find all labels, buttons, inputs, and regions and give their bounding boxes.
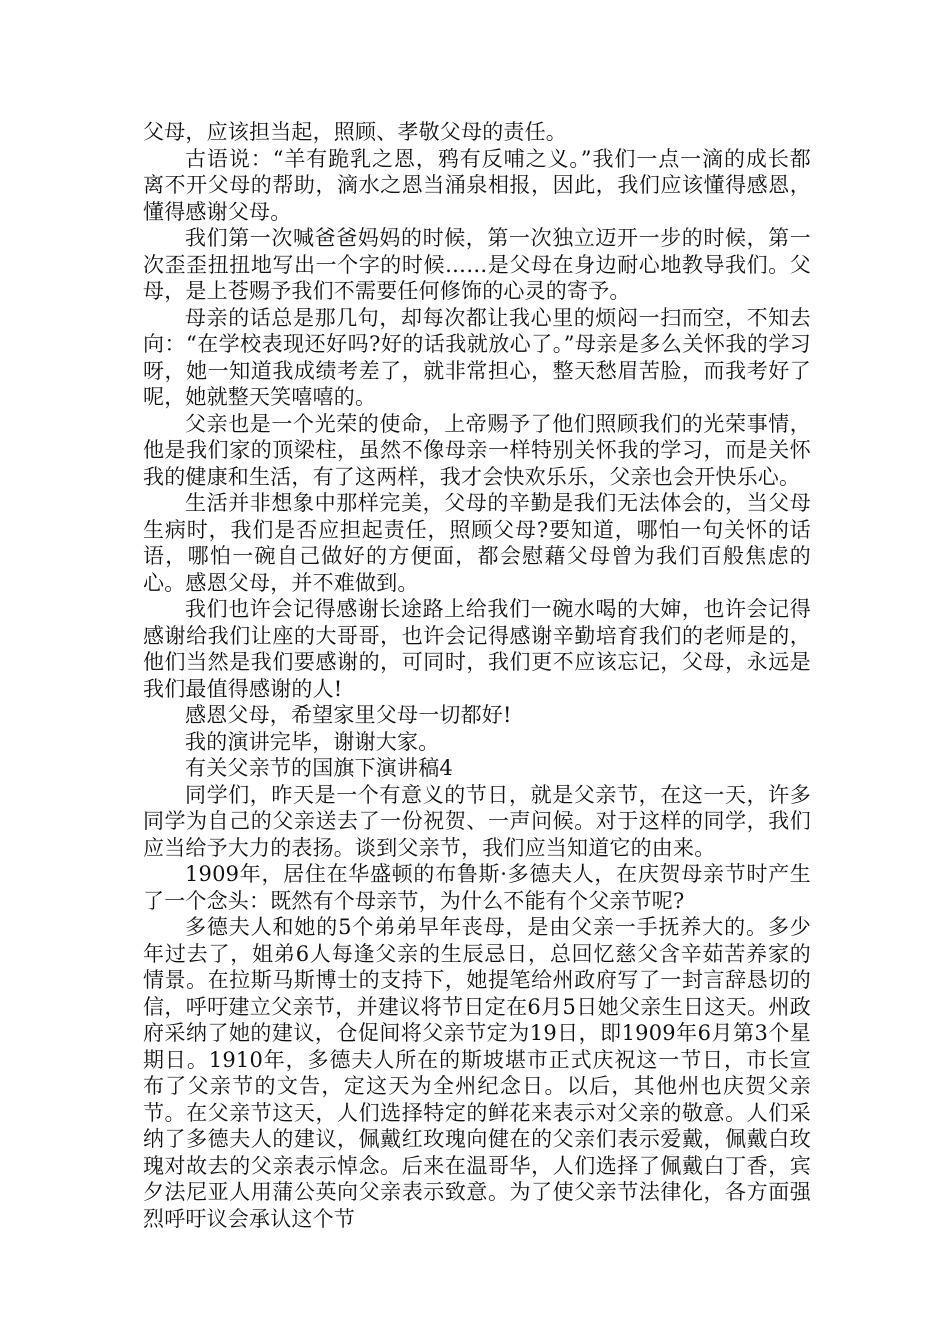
paragraph: 感恩父母，希望家里父母一切都好! xyxy=(185,703,512,727)
paragraph: 父母，应该担当起，照顾、孝敬父母的责任。 xyxy=(143,120,567,144)
document-body xyxy=(143,119,811,1232)
paragraph: 父亲也是一个光荣的使命，上帝赐予了他们照顾我们的光荣事情，他是我们家的顶梁柱，虽然不像母亲一样特别关怀我的学习，而是关怀我的健康和生活，有了这两样，我才会快欢乐乐，父亲也会开快乐心。 xyxy=(143,411,811,489)
paragraph: 母亲的话总是那几句，却每次都让我心里的烦闷一扫而空，不知去向：“在学校表现还好吗?好的话我就放心了。”母亲是多么关怀我的学习呀，她一知道我成绩考差了，就非常担心，整天愁眉苦脸，而我考好了呢，她就整天笑嘻嘻的。 xyxy=(143,305,811,409)
paragraph: 古语说：“羊有跪乳之恩，鸦有反哺之义。”我们一点一滴的成长都离不开父母的帮助，滴水之恩当涌泉相报，因此，我们应该懂得感恩，懂得感谢父母。 xyxy=(143,146,811,224)
paragraph: 我的演讲完毕，谢谢大家。 xyxy=(185,729,440,754)
paragraph: 1909年，居住在华盛顿的布鲁斯·多德夫人，在庆贺母亲节时产生了一个念头：既然有个母亲节，为什么不能有个父亲节呢? xyxy=(143,862,811,913)
paragraph: 我们也许会记得感谢长途路上给我们一碗水喝的大婶，也许会记得感谢给我们让座的大哥哥，也许会记得感谢辛勤培育我们的老师是的，他们当然是我们要感谢的，可同时，我们更不应该忘记，父母，永远是我们最值得感谢的人! xyxy=(143,597,811,701)
paragraph: 多德夫人和她的5个弟弟早年丧母，是由父亲一手抚养大的。多少年过去了，姐弟6人每逢父亲的生辰忌日，总回忆慈父含辛茹苦养家的情景。在拉斯马斯博士的支持下，她提笔给州政府写了一封言辞恳切的信，呼吁建立父亲节，并建议将节日定在6月5日她父亲生日这天。州政府采纳了她的建议，仓促间将父亲节定为19日，即1909年6月第3个星期日。1910年，多德夫人所在的斯坡堪市正式庆祝这一节日，市长宣布了父亲节的文告，定这天为全州纪念日。以后，其他州也庆贺父亲节。在父亲节这天，人们选择特定的鲜花来表示对父亲的敬意。人们采纳了多德夫人的建议，佩戴红玫瑰向健在的父亲们表示爱戴，佩戴白玫瑰对故去的父亲表示悼念。后来在温哥华，人们选择了佩戴白丁香，宾夕法尼亚人用蒲公英向父亲表示致意。为了使父亲节法律化，各方面强烈呼吁议会承认这个节 xyxy=(143,915,811,1231)
paragraph: 生活并非想象中那样完美，父母的辛勤是我们无法体会的，当父母生病时，我们是否应担起责任，照顾父母?要知道，哪怕一句关怀的话语，哪怕一碗自己做好的方便面，都会慰藉父母曾为我们百般焦虑的心。感恩父母，并不难做到。 xyxy=(143,491,811,595)
paragraph: 同学们，昨天是一个有意义的节日，就是父亲节，在这一天，许多同学为自己的父亲送去了一份祝贺、一声问候。对于这样的同学，我们应当给予大力的表扬。谈到父亲节，我们应当知道它的由来。 xyxy=(143,782,811,860)
paragraph: 我们第一次喊爸爸妈妈的时候，第一次独立迈开一步的时候，第一次歪歪扭扭地写出一个字的时候……是父母在身边耐心地教导我们。父母，是上苍赐予我们不需要任何修饰的心灵的寄予。 xyxy=(143,226,811,303)
section-heading: 有关父亲节的国旗下演讲稿4 xyxy=(185,756,453,780)
